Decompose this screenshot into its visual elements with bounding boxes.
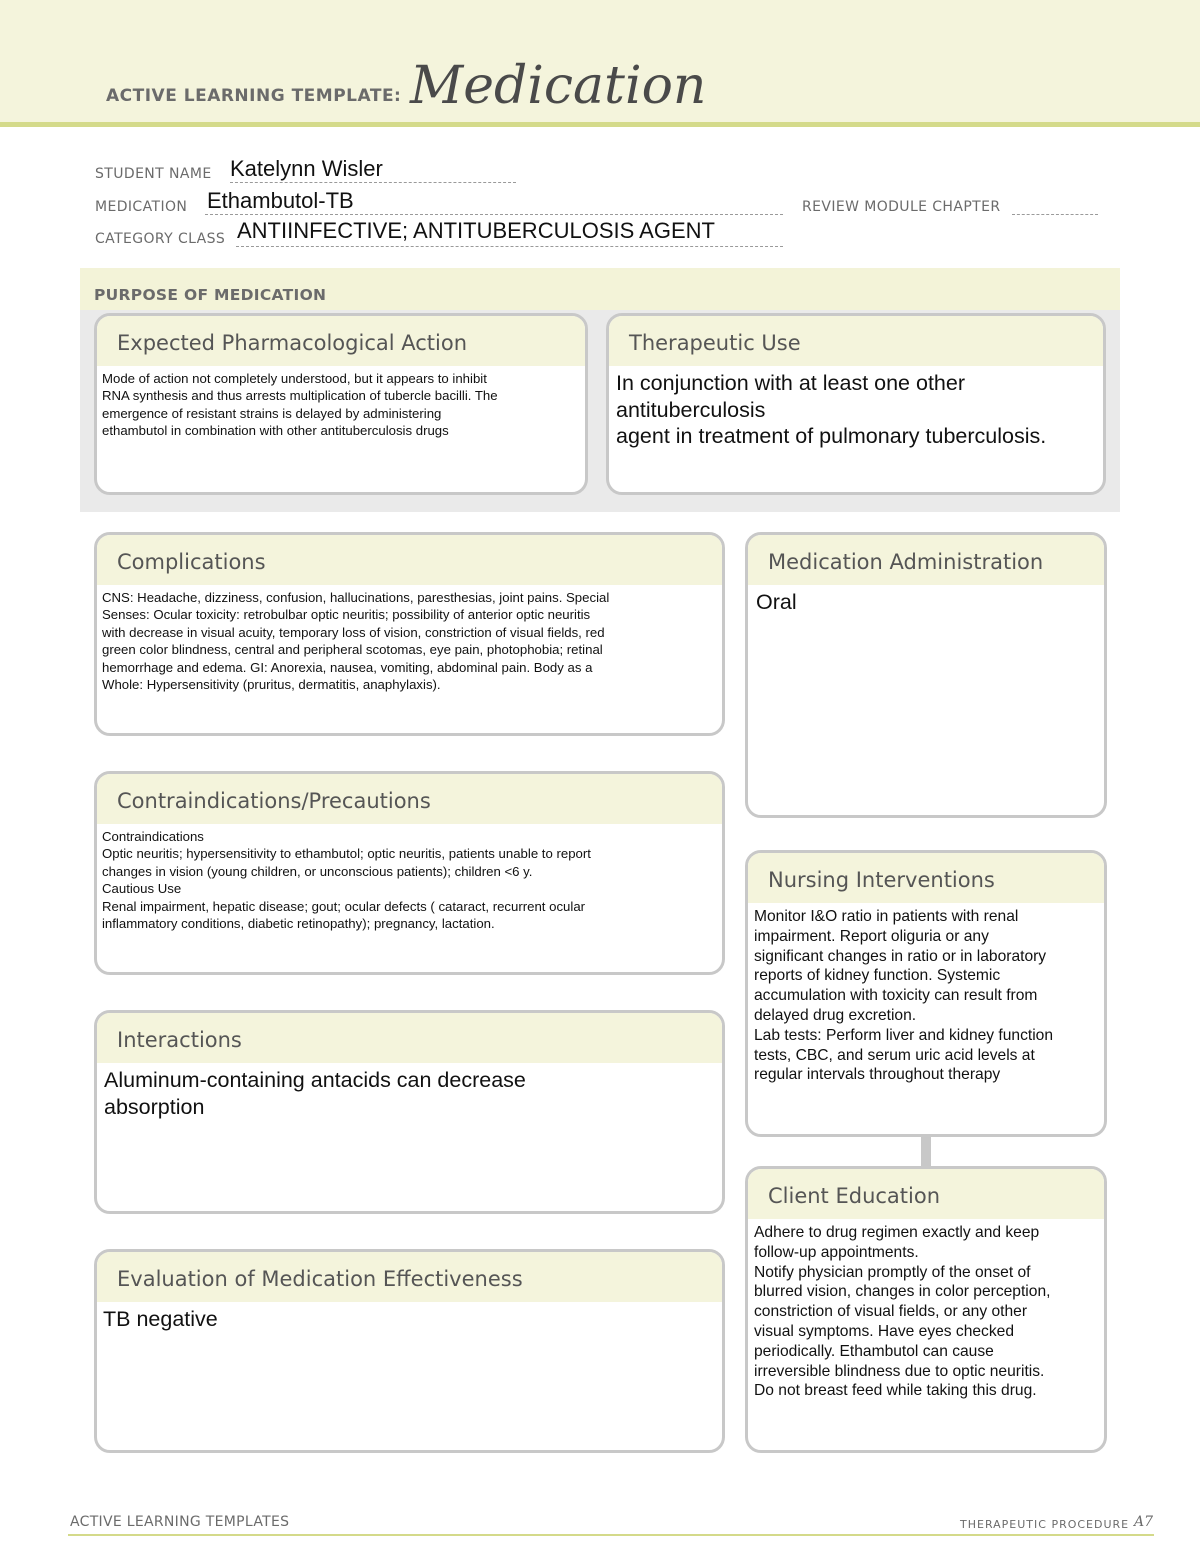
expected-action-title: Expected Pharmacological Action — [117, 331, 468, 355]
expected-action-text[interactable]: Mode of action not completely understood, but it appears to inhibit RNA synthesis and thus arrests multiplication of tubercle bacilli. The emergence of resistant strains is delayed by administering ethambutol in combination with other antituberculosis drugs — [102, 371, 498, 439]
category-class-line — [236, 246, 783, 247]
category-class-field[interactable]: ANTIINFECTIVE; ANTITUBERCULOSIS AGENT — [237, 218, 715, 243]
interactions-card — [94, 1010, 725, 1214]
footer-right-label: THERAPEUTIC PROCEDURE — [960, 1518, 1130, 1531]
footer-rule — [68, 1534, 1154, 1536]
contraindications-title: Contraindications/Precautions — [117, 789, 431, 813]
contraindications-card — [94, 771, 725, 975]
therapeutic-use-title: Therapeutic Use — [629, 331, 801, 355]
evaluation-header — [97, 1252, 722, 1302]
therapeutic-use-header — [609, 316, 1103, 366]
complications-text[interactable]: CNS: Headache, dizziness, confusion, hallucinations, paresthesias, joint pains. Special Senses: Ocular toxicity: retrobulbar optic neuritis; possibility of anterior optic neuritis with decrease in visual acuity, temporary loss of vision, constriction of visual fields, red green color blindness, central and peripheral scotomas, eye pain, photophobia; retinal hemorrhage and edema. GI: Anorexia, nausea, vomiting, abdominal pain. Body as a Whole: Hypersensitivity (pruritus, dermatitis, anaphylaxis). — [102, 590, 610, 693]
student-name-line — [230, 182, 516, 183]
evaluation-title: Evaluation of Medication Effectiveness — [117, 1267, 523, 1291]
contraindications-text[interactable]: Contraindications Optic neuritis; hypersensitivity to ethambutol; optic neuritis, patients unable to report changes in vision (young children, or unconscious patients); children <6 y. Cautious Use Renal impairment, hepatic disease; gout; ocular defects ( cataract, recurrent ocular inflammatory conditions, diabetic retinopathy); pregnancy, lactation. — [102, 829, 591, 932]
evaluation-card — [94, 1249, 725, 1453]
therapeutic-use-card — [606, 313, 1106, 495]
complications-title: Complications — [117, 550, 266, 574]
expected-action-header — [97, 316, 585, 366]
category-class-label: CATEGORY CLASS — [95, 231, 226, 247]
client-education-text[interactable]: Adhere to drug regimen exactly and keep follow-up appointments. Notify physician promptly of the onset of blurred vision, changes in color perception, constriction of visual fields, or any other visual symptoms. Have eyes checked periodically. Ethambutol can cause irreversible blindness due to optic neuritis. Do not breast feed while taking this drug. — [754, 1224, 1051, 1400]
interactions-title: Interactions — [117, 1028, 242, 1052]
interactions-text[interactable]: Aluminum-containing antacids can decrease absorption — [104, 1068, 526, 1119]
evaluation-text[interactable]: TB negative — [103, 1307, 218, 1331]
administration-card — [745, 532, 1107, 818]
expected-action-card — [94, 313, 588, 495]
therapeutic-use-text[interactable]: In conjunction with at least one other antituberculosis agent in treatment of pulmonary tuberculosis. — [616, 371, 1047, 448]
card-connector — [921, 1136, 931, 1166]
header-rule — [0, 122, 1200, 127]
template-label: ACTIVE LEARNING TEMPLATE: — [106, 86, 402, 106]
contraindications-header — [97, 774, 722, 824]
footer-page-number: A7 — [1134, 1514, 1154, 1530]
nursing-interventions-text[interactable]: Monitor I&O ratio in patients with renal impairment. Report oliguria or any significant changes in ratio or in laboratory reports of kidney function. Systemic accumulation with toxicity can result from delayed drug excretion. Lab tests: Perform liver and kidney function tests, CBC, and serum uric acid levels at regular intervals throughout therapy — [754, 908, 1054, 1084]
student-name-field[interactable]: Katelynn Wisler — [230, 156, 383, 181]
nursing-interventions-header — [748, 853, 1104, 903]
client-education-card — [745, 1166, 1107, 1453]
nursing-interventions-title: Nursing Interventions — [768, 868, 995, 892]
administration-text[interactable]: Oral — [756, 590, 797, 614]
review-module-label: REVIEW MODULE CHAPTER — [802, 199, 1001, 215]
client-education-title: Client Education — [768, 1184, 941, 1208]
medication-line — [205, 214, 783, 215]
medication-label: MEDICATION — [95, 199, 188, 215]
administration-header — [748, 535, 1104, 585]
review-module-line — [1012, 214, 1098, 215]
nursing-interventions-card — [745, 850, 1107, 1137]
complications-card — [94, 532, 725, 736]
interactions-header — [97, 1013, 722, 1063]
medication-field[interactable]: Ethambutol-TB — [207, 188, 354, 213]
administration-title: Medication Administration — [768, 550, 1044, 574]
purpose-title: PURPOSE OF MEDICATION — [94, 286, 327, 304]
template-title: Medication — [410, 56, 707, 116]
client-education-header — [748, 1169, 1104, 1219]
complications-header — [97, 535, 722, 585]
footer-left-label: ACTIVE LEARNING TEMPLATES — [70, 1514, 290, 1530]
student-name-label: STUDENT NAME — [95, 166, 212, 182]
